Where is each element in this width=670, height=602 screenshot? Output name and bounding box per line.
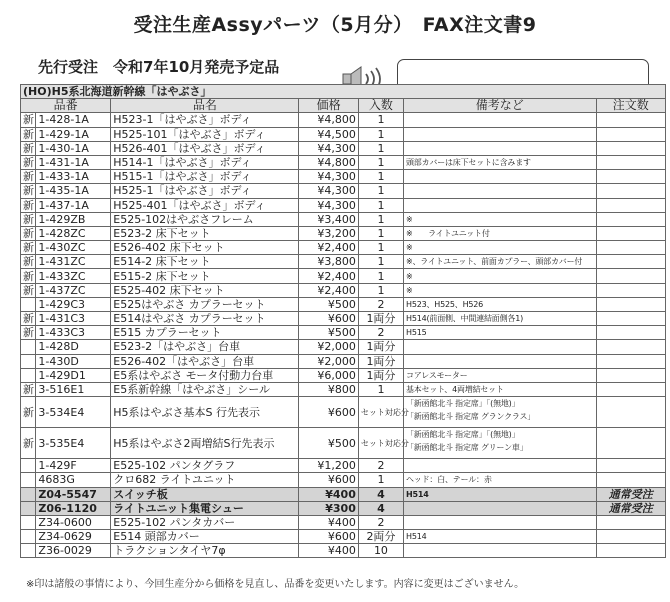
new-badge: 新 xyxy=(21,113,36,127)
item-code: 3-535E4 xyxy=(36,428,111,459)
item-code: Z04-5547 xyxy=(36,487,111,501)
item-price: ¥500 xyxy=(299,297,358,311)
item-name: E526-402「はやぶさ」台車 xyxy=(111,354,299,368)
item-note: 頭部カバーは床下セットに含みます xyxy=(404,155,597,169)
item-name: E515-2 床下セット xyxy=(111,269,299,283)
item-price: ¥600 xyxy=(299,473,358,487)
item-note xyxy=(404,354,597,368)
item-price: ¥4,300 xyxy=(299,184,358,198)
new-badge: 新 xyxy=(21,141,36,155)
order-quantity-cell[interactable] xyxy=(596,297,665,311)
item-code: Z36-0029 xyxy=(36,544,111,558)
new-badge xyxy=(21,340,36,354)
item-name: E525-402 床下セット xyxy=(111,283,299,297)
item-code: 1-428ZC xyxy=(36,226,111,240)
order-quantity-cell[interactable]: 通常受注 xyxy=(596,487,665,501)
item-note xyxy=(404,397,597,428)
item-code: 1-429-1A xyxy=(36,127,111,141)
item-name: E525-102はやぶさフレーム xyxy=(111,212,299,226)
table-row xyxy=(21,113,666,127)
item-code: 1-433ZC xyxy=(36,269,111,283)
item-price: ¥4,300 xyxy=(299,198,358,212)
table-row xyxy=(21,184,666,198)
item-code: 1-428D xyxy=(36,340,111,354)
item-quantity: 1両分 xyxy=(358,354,403,368)
item-quantity: 1 xyxy=(358,473,403,487)
new-badge xyxy=(21,530,36,544)
item-quantity: 1両分 xyxy=(358,312,403,326)
item-name: E526-402 床下セット xyxy=(111,241,299,255)
order-quantity-cell[interactable] xyxy=(596,544,665,558)
item-name: E525-102 パンタグラフ xyxy=(111,459,299,473)
table-row xyxy=(21,127,666,141)
item-note: ※、ライトユニット、前面カプラー、頭部カバー付 xyxy=(404,255,597,269)
item-name: H525-101「はやぶさ」ボディ xyxy=(111,127,299,141)
table-row xyxy=(21,515,666,529)
table-row xyxy=(21,241,666,255)
item-quantity: 1 xyxy=(358,141,403,155)
item-price: ¥2,000 xyxy=(299,354,358,368)
table-row xyxy=(21,459,666,473)
item-name: E525-102 パンタカバー xyxy=(111,515,299,529)
item-note: ※ xyxy=(404,212,597,226)
item-name: E515 カプラーセット xyxy=(111,326,299,340)
header-order: 注文数 xyxy=(596,99,665,113)
item-quantity: 1両分 xyxy=(358,340,403,354)
order-quantity-cell[interactable] xyxy=(596,368,665,382)
table-row xyxy=(21,428,666,459)
section-header-row xyxy=(21,85,666,99)
table-row xyxy=(21,544,666,558)
order-quantity-cell[interactable] xyxy=(596,397,665,428)
item-quantity: 1 xyxy=(358,170,403,184)
item-price: ¥4,500 xyxy=(299,127,358,141)
item-quantity: 2両分 xyxy=(358,530,403,544)
item-code: Z34-0629 xyxy=(36,530,111,544)
new-badge xyxy=(21,459,36,473)
item-code: 4683G xyxy=(36,473,111,487)
item-name: E514 頭部カバー xyxy=(111,530,299,544)
table-row xyxy=(21,155,666,169)
item-note xyxy=(404,515,597,529)
table-row xyxy=(21,340,666,354)
item-quantity: 1 xyxy=(358,255,403,269)
order-quantity-cell[interactable]: 通常受注 xyxy=(596,501,665,515)
item-price: ¥1,200 xyxy=(299,459,358,473)
order-quantity-cell[interactable] xyxy=(596,515,665,529)
item-price: ¥4,300 xyxy=(299,141,358,155)
new-badge: 新 xyxy=(21,226,36,240)
item-price: ¥400 xyxy=(299,544,358,558)
order-quantity-cell[interactable] xyxy=(596,170,665,184)
footnote: ※印は諸般の事情により、今回生産分から価格を見直し、品番を変更いたします。内容に変更はございません。 xyxy=(26,579,525,590)
order-quantity-cell[interactable] xyxy=(596,127,665,141)
item-price: ¥300 xyxy=(299,501,358,515)
order-table xyxy=(20,84,666,558)
order-quantity-cell[interactable] xyxy=(596,340,665,354)
order-quantity-cell[interactable] xyxy=(596,283,665,297)
table-row xyxy=(21,212,666,226)
item-code: 3-516E1 xyxy=(36,382,111,396)
page-title: 受注生産Assyパーツ（5月分） FAX注文書9 xyxy=(133,14,537,36)
order-quantity-cell[interactable] xyxy=(596,226,665,240)
item-price: ¥3,800 xyxy=(299,255,358,269)
header-qty: 入数 xyxy=(358,99,403,113)
item-quantity: 1 xyxy=(358,184,403,198)
item-note xyxy=(404,459,597,473)
item-name: トラクションタイヤ7φ xyxy=(111,544,299,558)
item-code: 1-433C3 xyxy=(36,326,111,340)
item-price: ¥500 xyxy=(299,326,358,340)
item-note: H515 xyxy=(404,326,597,340)
item-note: ※ xyxy=(404,269,597,283)
table-row xyxy=(21,269,666,283)
new-badge: 新 xyxy=(21,170,36,184)
new-badge: 新 xyxy=(21,312,36,326)
table-row xyxy=(21,473,666,487)
item-code: 1-430-1A xyxy=(36,141,111,155)
item-price: ¥2,400 xyxy=(299,241,358,255)
item-quantity: 1 xyxy=(358,382,403,396)
item-name: H523-1「はやぶさ」ボディ xyxy=(111,113,299,127)
item-name: H5系はやぶさ基本S 行先表示 xyxy=(111,397,299,428)
table-row xyxy=(21,283,666,297)
item-note: H514 xyxy=(404,530,597,544)
table-row xyxy=(21,530,666,544)
table-row xyxy=(21,170,666,184)
header-price: 価格 xyxy=(299,99,358,113)
order-quantity-cell[interactable] xyxy=(596,155,665,169)
item-code: Z34-0600 xyxy=(36,515,111,529)
item-code: 1-429D1 xyxy=(36,368,111,382)
item-quantity: 10 xyxy=(358,544,403,558)
item-name: H514-1「はやぶさ」ボディ xyxy=(111,155,299,169)
item-quantity: 1 xyxy=(358,269,403,283)
item-price: ¥800 xyxy=(299,382,358,396)
item-price: ¥2,400 xyxy=(299,283,358,297)
item-quantity: 1 xyxy=(358,113,403,127)
item-code: 3-534E4 xyxy=(36,397,111,428)
new-badge xyxy=(21,473,36,487)
table-row xyxy=(21,501,666,515)
item-name: スイッチ板 xyxy=(111,487,299,501)
order-quantity-cell[interactable] xyxy=(596,459,665,473)
item-name: H5系はやぶさ2両増結S行先表示 xyxy=(111,428,299,459)
order-quantity-cell[interactable] xyxy=(596,241,665,255)
item-note: ヘッド：白、テール：赤 xyxy=(404,473,597,487)
item-price: ¥2,000 xyxy=(299,340,358,354)
table-row xyxy=(21,141,666,155)
order-quantity-cell[interactable] xyxy=(596,269,665,283)
item-note xyxy=(404,501,597,515)
item-name: E5系新幹線「はやぶさ」シール xyxy=(111,382,299,396)
item-price: ¥600 xyxy=(299,397,358,428)
order-quantity-cell[interactable] xyxy=(596,212,665,226)
new-badge: 新 xyxy=(21,397,36,428)
table-row xyxy=(21,312,666,326)
item-name: E514-2 床下セット xyxy=(111,255,299,269)
item-note xyxy=(404,428,597,459)
item-quantity: 1 xyxy=(358,127,403,141)
item-code: 1-435-1A xyxy=(36,184,111,198)
order-quantity-cell[interactable] xyxy=(596,326,665,340)
order-quantity-cell[interactable] xyxy=(596,141,665,155)
order-quantity-cell[interactable] xyxy=(596,198,665,212)
new-badge: 新 xyxy=(21,283,36,297)
new-badge: 新 xyxy=(21,184,36,198)
header-note: 備考など xyxy=(404,99,597,113)
item-code: 1-429C3 xyxy=(36,297,111,311)
item-note xyxy=(404,340,597,354)
item-price: ¥500 xyxy=(299,428,358,459)
item-note-line1: 「新函館北斗 指定席」「(無地)」 xyxy=(406,430,520,440)
new-badge: 新 xyxy=(21,428,36,459)
item-code: 1-431C3 xyxy=(36,312,111,326)
item-price: ¥3,400 xyxy=(299,212,358,226)
new-badge: 新 xyxy=(21,155,36,169)
table-row xyxy=(21,198,666,212)
new-badge xyxy=(21,487,36,501)
item-price: ¥4,800 xyxy=(299,113,358,127)
new-badge: 新 xyxy=(21,212,36,226)
header-name: 品名 xyxy=(111,99,299,113)
item-quantity: 1 xyxy=(358,283,403,297)
new-badge xyxy=(21,297,36,311)
item-name: E5系はやぶさ モータ付動力台車 xyxy=(111,368,299,382)
order-quantity-cell[interactable] xyxy=(596,530,665,544)
item-note xyxy=(404,141,597,155)
item-note: H514(前面側、中間連結面側各1) xyxy=(404,312,597,326)
item-code: 1-430D xyxy=(36,354,111,368)
item-note: 基本セット、4両増結セット xyxy=(404,382,597,396)
table-row xyxy=(21,255,666,269)
item-price: ¥4,300 xyxy=(299,170,358,184)
section-label: (HO)H5系北海道新幹線「はやぶさ」 xyxy=(21,85,666,99)
item-quantity: 1 xyxy=(358,241,403,255)
item-note: H514 xyxy=(404,487,597,501)
table-row xyxy=(21,487,666,501)
item-quantity: 2 xyxy=(358,459,403,473)
table-row xyxy=(21,354,666,368)
order-quantity-cell[interactable] xyxy=(596,382,665,396)
item-note-line2: 「新函館北斗 指定席 グリーン車」 xyxy=(406,443,528,453)
item-price: ¥2,400 xyxy=(299,269,358,283)
item-note xyxy=(404,113,597,127)
order-quantity-cell[interactable] xyxy=(596,312,665,326)
new-badge: 新 xyxy=(21,241,36,255)
item-name: ライトユニット集電シュー xyxy=(111,501,299,515)
item-code: Z06-1120 xyxy=(36,501,111,515)
item-note: H523、H525、H526 xyxy=(404,297,597,311)
new-badge: 新 xyxy=(21,127,36,141)
item-note: コアレスモーター xyxy=(404,368,597,382)
item-note-line1: 「新函館北斗 指定席」「(無地)」 xyxy=(406,399,520,409)
item-name: H526-401「はやぶさ」ボディ xyxy=(111,141,299,155)
table-row xyxy=(21,382,666,396)
header-code: 品番 xyxy=(21,99,111,113)
item-price: ¥6,000 xyxy=(299,368,358,382)
order-quantity-cell[interactable] xyxy=(596,428,665,459)
item-quantity: 4 xyxy=(358,501,403,515)
item-code: 1-431-1A xyxy=(36,155,111,169)
item-name: E523-2「はやぶさ」台車 xyxy=(111,340,299,354)
item-quantity: 2 xyxy=(358,297,403,311)
new-badge: 新 xyxy=(21,382,36,396)
order-quantity-cell[interactable] xyxy=(596,354,665,368)
table-row xyxy=(21,297,666,311)
preorder-subtitle: 先行受注 令和7年10月発売予定品 xyxy=(38,58,280,76)
new-badge: 新 xyxy=(21,198,36,212)
item-name: H525-1「はやぶさ」ボディ xyxy=(111,184,299,198)
item-price: ¥600 xyxy=(299,312,358,326)
item-note xyxy=(404,198,597,212)
order-quantity-cell[interactable] xyxy=(596,184,665,198)
item-name: E525はやぶさ カプラーセット xyxy=(111,297,299,311)
item-note-line2: 「新函館北斗 指定席 グランクラス」 xyxy=(406,412,536,422)
item-note: ※ xyxy=(404,283,597,297)
new-badge xyxy=(21,368,36,382)
item-price: ¥400 xyxy=(299,487,358,501)
item-name: E523-2 床下セット xyxy=(111,226,299,240)
new-badge xyxy=(21,501,36,515)
item-note xyxy=(404,127,597,141)
item-price: ¥400 xyxy=(299,515,358,529)
item-code: 1-429F xyxy=(36,459,111,473)
order-quantity-cell[interactable] xyxy=(596,255,665,269)
item-name: H515-1「はやぶさ」ボディ xyxy=(111,170,299,184)
item-price: ¥4,800 xyxy=(299,155,358,169)
item-note xyxy=(404,544,597,558)
table-row xyxy=(21,397,666,428)
column-header-row xyxy=(21,99,666,113)
item-quantity: 2 xyxy=(358,326,403,340)
item-code: 1-437-1A xyxy=(36,198,111,212)
item-code: 1-428-1A xyxy=(36,113,111,127)
new-badge xyxy=(21,515,36,529)
item-code: 1-433-1A xyxy=(36,170,111,184)
item-quantity: 1 xyxy=(358,155,403,169)
item-code: 1-430ZC xyxy=(36,241,111,255)
item-note xyxy=(404,170,597,184)
item-note: ※ ライトユニット付 xyxy=(404,226,597,240)
item-note xyxy=(404,184,597,198)
new-badge: 新 xyxy=(21,269,36,283)
item-quantity: セット対応分 xyxy=(358,397,403,428)
new-badge xyxy=(21,354,36,368)
item-code: 1-429ZB xyxy=(36,212,111,226)
item-code: 1-437ZC xyxy=(36,283,111,297)
item-quantity: 1両分 xyxy=(358,368,403,382)
item-quantity: 1 xyxy=(358,226,403,240)
item-quantity: 1 xyxy=(358,198,403,212)
item-quantity: 4 xyxy=(358,487,403,501)
item-name: E514はやぶさ カプラーセット xyxy=(111,312,299,326)
item-price: ¥3,200 xyxy=(299,226,358,240)
new-badge: 新 xyxy=(21,326,36,340)
item-quantity: セット対応分 xyxy=(358,428,403,459)
item-note: ※ xyxy=(404,241,597,255)
order-quantity-cell[interactable] xyxy=(596,113,665,127)
new-badge xyxy=(21,544,36,558)
table-row xyxy=(21,326,666,340)
item-name: H525-401「はやぶさ」ボディ xyxy=(111,198,299,212)
item-quantity: 1 xyxy=(358,212,403,226)
new-badge: 新 xyxy=(21,255,36,269)
order-quantity-cell[interactable] xyxy=(596,473,665,487)
item-price: ¥600 xyxy=(299,530,358,544)
item-code: 1-431ZC xyxy=(36,255,111,269)
table-row xyxy=(21,226,666,240)
item-quantity: 2 xyxy=(358,515,403,529)
item-name: クロ682 ライトユニット xyxy=(111,473,299,487)
table-row xyxy=(21,368,666,382)
